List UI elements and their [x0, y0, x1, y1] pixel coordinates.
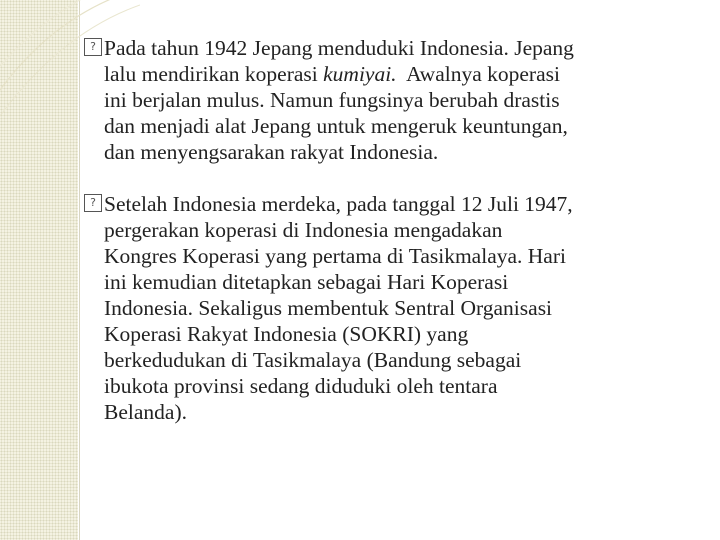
- text-line: pergerakan koperasi di Indonesia mengadakan: [104, 218, 503, 242]
- text-line: Indonesia. Sekaligus membentuk Sentral Organisasi: [104, 296, 553, 320]
- text-line: Koperasi Rakyat Indonesia (SOKRI) yang: [104, 322, 469, 346]
- text-line: ibukota provinsi sedang diduduki oleh tentara: [104, 374, 498, 398]
- slide-content: [84, 35, 704, 425]
- text-line: Belanda).: [104, 400, 187, 424]
- bullet-text: [102, 35, 704, 165]
- bullet-item: [84, 191, 704, 425]
- text-fragment: lalu mendirikan koperasi: [104, 62, 324, 86]
- text-line: berkedudukan di Tasikmalaya (Bandung sebagai: [104, 348, 522, 372]
- text-line: Setelah Indonesia merdeka, pada tanggal 12 Juli 1947,: [104, 192, 573, 216]
- text-line: [104, 61, 704, 87]
- text-line: dan menjadi alat Jepang untuk mengeruk keuntungan,: [104, 114, 568, 138]
- missing-glyph-bullet-icon: ?: [84, 194, 102, 212]
- bullet-text: [102, 191, 704, 425]
- italic-term: kumiyai.: [323, 62, 397, 86]
- text-line: Pada tahun 1942 Jepang menduduki Indonesia. Jepang: [104, 36, 574, 60]
- text-line: ini kemudian ditetapkan sebagai Hari Koperasi: [104, 270, 509, 294]
- bullet-item: [84, 35, 704, 165]
- text-fragment: Awalnya koperasi: [396, 62, 560, 86]
- text-line: Kongres Koperasi yang pertama di Tasikmalaya. Hari: [104, 244, 566, 268]
- text-line: dan menyengsarakan rakyat Indonesia.: [104, 140, 439, 164]
- missing-glyph-bullet-icon: ?: [84, 38, 102, 56]
- text-line: ini berjalan mulus. Namun fungsinya berubah drastis: [104, 88, 560, 112]
